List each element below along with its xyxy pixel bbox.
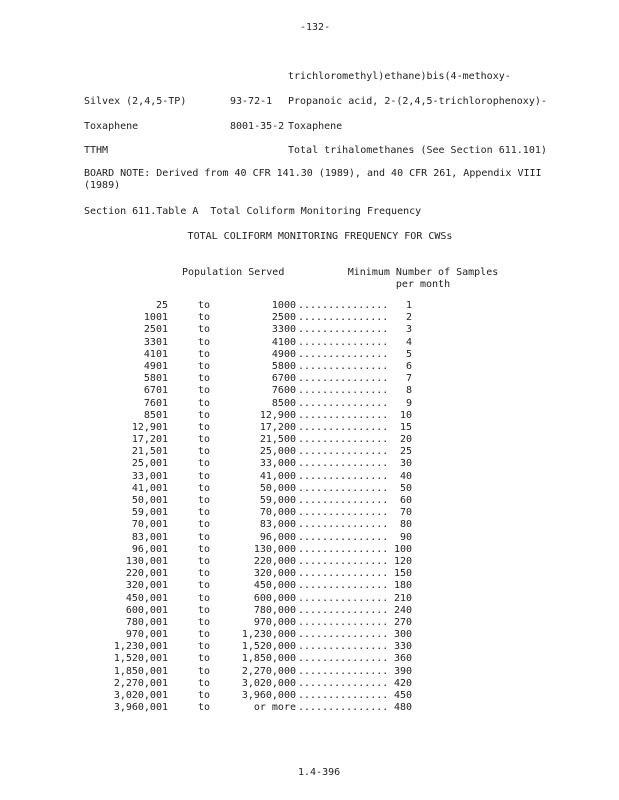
population-from: 2,270,001 [113, 677, 168, 689]
dot-leader: ............... [298, 690, 389, 701]
table-row [100, 532, 430, 544]
min-samples-value: 330 [393, 641, 412, 653]
population-from: 25,001 [131, 458, 168, 470]
range-to-word: to [198, 519, 211, 531]
population-to: 6700 [271, 373, 296, 385]
min-samples-value: 420 [393, 677, 412, 689]
min-samples-value: 480 [393, 702, 412, 714]
range-to-word: to [198, 641, 211, 653]
range-to-word: to [198, 360, 211, 372]
population-from: 2501 [143, 324, 168, 336]
page-number: -132- [300, 22, 331, 33]
population-to: 600,000 [253, 592, 296, 604]
dot-leader: ............... [298, 702, 389, 714]
population-from: 220,001 [125, 568, 168, 580]
dot-leader: ............... [298, 616, 389, 628]
population-from: 8501 [143, 409, 168, 421]
dot-leader: ............... [298, 592, 389, 604]
range-to-word: to [198, 495, 211, 506]
population-to: 4900 [271, 348, 296, 360]
min-samples-value: 450 [393, 690, 412, 701]
population-from: 59,001 [131, 507, 168, 519]
range-to-word: to [198, 665, 211, 677]
min-samples-value: 20 [399, 434, 412, 446]
table-row [100, 361, 430, 373]
population-to: 3,020,000 [241, 677, 296, 689]
range-to-word: to [198, 348, 211, 360]
range-to-word: to [198, 373, 211, 385]
range-to-word: to [198, 702, 211, 714]
dot-leader: ............... [298, 470, 389, 482]
population-to: 8500 [271, 397, 296, 409]
chemical-row-toxaphene [84, 121, 604, 135]
min-samples-value: 6 [405, 360, 412, 372]
population-from: 96,001 [131, 543, 168, 555]
page-footer: 1.4-396 [298, 767, 341, 778]
population-to: 12,900 [259, 409, 296, 421]
chemical-name: Silvex (2,4,5-TP) [84, 96, 187, 107]
board-note: BOARD NOTE: Derived from 40 CFR 141.30 (1989), and 40 CFR 261, Appendix VIII (1989) [84, 168, 542, 191]
min-samples-value: 8 [405, 385, 412, 397]
population-to: 1,850,000 [241, 653, 296, 665]
population-to: 4100 [271, 336, 296, 348]
dot-leader: ............... [298, 568, 389, 580]
population-to: 1000 [271, 300, 296, 311]
chemical-cas-number: 93-72-1 [230, 96, 273, 107]
dot-leader: ............... [298, 348, 389, 360]
dot-leader: ............... [298, 543, 389, 555]
table-row [100, 568, 430, 580]
range-to-word: to [198, 409, 211, 421]
min-samples-value: 80 [399, 519, 412, 531]
dot-leader: ............... [298, 300, 389, 311]
population-from: 4101 [143, 348, 168, 360]
range-to-word: to [198, 580, 211, 592]
min-samples-value: 210 [393, 592, 412, 604]
population-from: 25 [155, 300, 168, 311]
table-row [100, 324, 430, 336]
dot-leader: ............... [298, 324, 389, 336]
population-to: 2500 [271, 312, 296, 324]
column-header-population: Population Served [182, 267, 285, 278]
population-from: 1001 [143, 312, 168, 324]
table-row [100, 519, 430, 531]
population-to: 780,000 [253, 604, 296, 616]
population-to: 25,000 [259, 446, 296, 458]
table-row [100, 385, 430, 397]
range-to-word: to [198, 507, 211, 519]
range-to-word: to [198, 312, 211, 324]
table-row [100, 410, 430, 422]
table-row [100, 593, 430, 605]
population-to: 1,230,000 [241, 629, 296, 641]
range-to-word: to [198, 446, 211, 458]
population-to: 5800 [271, 360, 296, 372]
population-from: 970,001 [125, 629, 168, 641]
table-row [100, 629, 430, 641]
dot-leader: ............... [298, 653, 389, 665]
min-samples-value: 100 [393, 543, 412, 555]
population-to: 130,000 [253, 543, 296, 555]
table-row [100, 458, 430, 470]
range-to-word: to [198, 568, 211, 580]
dot-leader: ............... [298, 373, 389, 385]
dot-leader: ............... [298, 580, 389, 592]
min-samples-value: 40 [399, 470, 412, 482]
population-to: 450,000 [253, 580, 296, 592]
chemical-row-tthm [84, 145, 604, 159]
min-samples-value: 120 [393, 555, 412, 567]
min-samples-value: 4 [405, 336, 412, 348]
dot-leader: ............... [298, 482, 389, 494]
range-to-word: to [198, 555, 211, 567]
table-row [100, 605, 430, 617]
dot-leader: ............... [298, 604, 389, 616]
min-samples-value: 15 [399, 421, 412, 433]
chemical-description: Toxaphene [288, 121, 343, 132]
dot-leader: ............... [298, 360, 389, 372]
table-row [100, 556, 430, 568]
section-title: Section 611.Table A Total Coliform Monitoring Frequency [84, 206, 422, 217]
table-row [100, 495, 430, 507]
min-samples-value: 2 [405, 312, 412, 324]
min-samples-value: 270 [393, 616, 412, 628]
min-samples-value: 30 [399, 458, 412, 470]
dot-leader: ............... [298, 665, 389, 677]
table-row [100, 666, 430, 678]
chemical-description: Propanoic acid, 2-(2,4,5-trichlorophenoxy)- [288, 96, 547, 107]
table-row [100, 446, 430, 458]
range-to-word: to [198, 324, 211, 336]
range-to-word: to [198, 690, 211, 701]
population-to: 59,000 [259, 495, 296, 506]
range-to-word: to [198, 397, 211, 409]
dot-leader: ............... [298, 336, 389, 348]
dot-leader: ............... [298, 677, 389, 689]
population-to: 7600 [271, 385, 296, 397]
range-to-word: to [198, 629, 211, 641]
population-to: 70,000 [259, 507, 296, 519]
population-from: 70,001 [131, 519, 168, 531]
table-title: TOTAL COLIFORM MONITORING FREQUENCY FOR CWSs [187, 231, 453, 242]
table-row [100, 544, 430, 556]
table-row [100, 312, 430, 324]
column-header-min-samples: Minimum Number of Samples per month [347, 267, 499, 290]
population-from: 12,901 [131, 421, 168, 433]
population-from: 6701 [143, 385, 168, 397]
range-to-word: to [198, 470, 211, 482]
table-row [100, 373, 430, 385]
population-from: 3301 [143, 336, 168, 348]
table-row [100, 349, 430, 361]
table-row [100, 434, 430, 446]
table-row [100, 398, 430, 410]
table-row [100, 483, 430, 495]
population-from: 83,001 [131, 531, 168, 543]
range-to-word: to [198, 653, 211, 665]
population-from: 1,850,001 [113, 665, 168, 677]
range-to-word: to [198, 543, 211, 555]
population-to: 33,000 [259, 458, 296, 470]
population-to: 970,000 [253, 616, 296, 628]
range-to-word: to [198, 434, 211, 446]
min-samples-value: 9 [405, 397, 412, 409]
table-row [100, 641, 430, 653]
table-row [100, 507, 430, 519]
table-row [100, 471, 430, 483]
population-from: 50,001 [131, 495, 168, 506]
population-from: 3,020,001 [113, 690, 168, 701]
table-row [100, 337, 430, 349]
dot-leader: ............... [298, 458, 389, 470]
range-to-word: to [198, 604, 211, 616]
population-from: 1,520,001 [113, 653, 168, 665]
population-from: 600,001 [125, 604, 168, 616]
table-row [100, 702, 430, 714]
min-samples-value: 25 [399, 446, 412, 458]
population-from: 41,001 [131, 482, 168, 494]
min-samples-value: 3 [405, 324, 412, 336]
range-to-word: to [198, 482, 211, 494]
population-from: 130,001 [125, 555, 168, 567]
dot-leader: ............... [298, 397, 389, 409]
min-samples-value: 360 [393, 653, 412, 665]
dot-leader: ............... [298, 312, 389, 324]
population-to: 2,270,000 [241, 665, 296, 677]
chemical-name: Toxaphene [84, 121, 139, 132]
chemical-name: TTHM [84, 145, 109, 156]
range-to-word: to [198, 385, 211, 397]
min-samples-value: 300 [393, 629, 412, 641]
min-samples-value: 1 [405, 300, 412, 311]
population-to: 17,200 [259, 421, 296, 433]
table-row [100, 580, 430, 592]
range-to-word: to [198, 336, 211, 348]
range-to-word: to [198, 300, 211, 311]
chemical-cas-number: 8001-35-2 [230, 121, 285, 132]
chemical-description: Total trihalomethanes (See Section 611.101) [288, 145, 547, 156]
table-row [100, 617, 430, 629]
population-to: 41,000 [259, 470, 296, 482]
population-to: 3300 [271, 324, 296, 336]
range-to-word: to [198, 458, 211, 470]
range-to-word: to [198, 677, 211, 689]
dot-leader: ............... [298, 641, 389, 653]
dot-leader: ............... [298, 555, 389, 567]
range-to-word: to [198, 592, 211, 604]
table-row [100, 678, 430, 690]
dot-leader: ............... [298, 519, 389, 531]
min-samples-value: 90 [399, 531, 412, 543]
chemical-continuation-line: trichloromethyl)ethane)bis(4-methoxy- [288, 71, 511, 82]
population-to: 1,520,000 [241, 641, 296, 653]
population-from: 3,960,001 [113, 702, 168, 714]
table-row [100, 422, 430, 434]
population-from: 7601 [143, 397, 168, 409]
population-from: 5801 [143, 373, 168, 385]
range-to-word: to [198, 421, 211, 433]
population-from: 450,001 [125, 592, 168, 604]
population-from: 1,230,001 [113, 641, 168, 653]
min-samples-value: 180 [393, 580, 412, 592]
dot-leader: ............... [298, 629, 389, 641]
min-samples-value: 70 [399, 507, 412, 519]
chemical-row-silvex [84, 96, 604, 110]
min-samples-value: 50 [399, 482, 412, 494]
dot-leader: ............... [298, 446, 389, 458]
table-row [100, 653, 430, 665]
population-from: 21,501 [131, 446, 168, 458]
population-to: 220,000 [253, 555, 296, 567]
population-to: 50,000 [259, 482, 296, 494]
dot-leader: ............... [298, 409, 389, 421]
min-samples-value: 240 [393, 604, 412, 616]
dot-leader: ............... [298, 507, 389, 519]
min-samples-value: 390 [393, 665, 412, 677]
min-samples-value: 7 [405, 373, 412, 385]
dot-leader: ............... [298, 421, 389, 433]
dot-leader: ............... [298, 495, 389, 506]
min-samples-value: 150 [393, 568, 412, 580]
population-from: 33,001 [131, 470, 168, 482]
min-samples-value: 5 [405, 348, 412, 360]
dot-leader: ............... [298, 531, 389, 543]
population-to: 96,000 [259, 531, 296, 543]
population-from: 780,001 [125, 616, 168, 628]
population-to: 21,500 [259, 434, 296, 446]
dot-leader: ............... [298, 385, 389, 397]
population-to: 83,000 [259, 519, 296, 531]
min-samples-value: 10 [399, 409, 412, 421]
table-row [100, 690, 430, 702]
dot-leader: ............... [298, 434, 389, 446]
range-to-word: to [198, 531, 211, 543]
population-from: 320,001 [125, 580, 168, 592]
min-samples-value: 60 [399, 495, 412, 506]
range-to-word: to [198, 616, 211, 628]
monitoring-frequency-table [100, 300, 430, 714]
table-row [100, 300, 430, 312]
population-from: 17,201 [131, 434, 168, 446]
population-to: 320,000 [253, 568, 296, 580]
population-to: 3,960,000 [241, 690, 296, 701]
population-to: or more [253, 702, 296, 714]
population-from: 4901 [143, 360, 168, 372]
